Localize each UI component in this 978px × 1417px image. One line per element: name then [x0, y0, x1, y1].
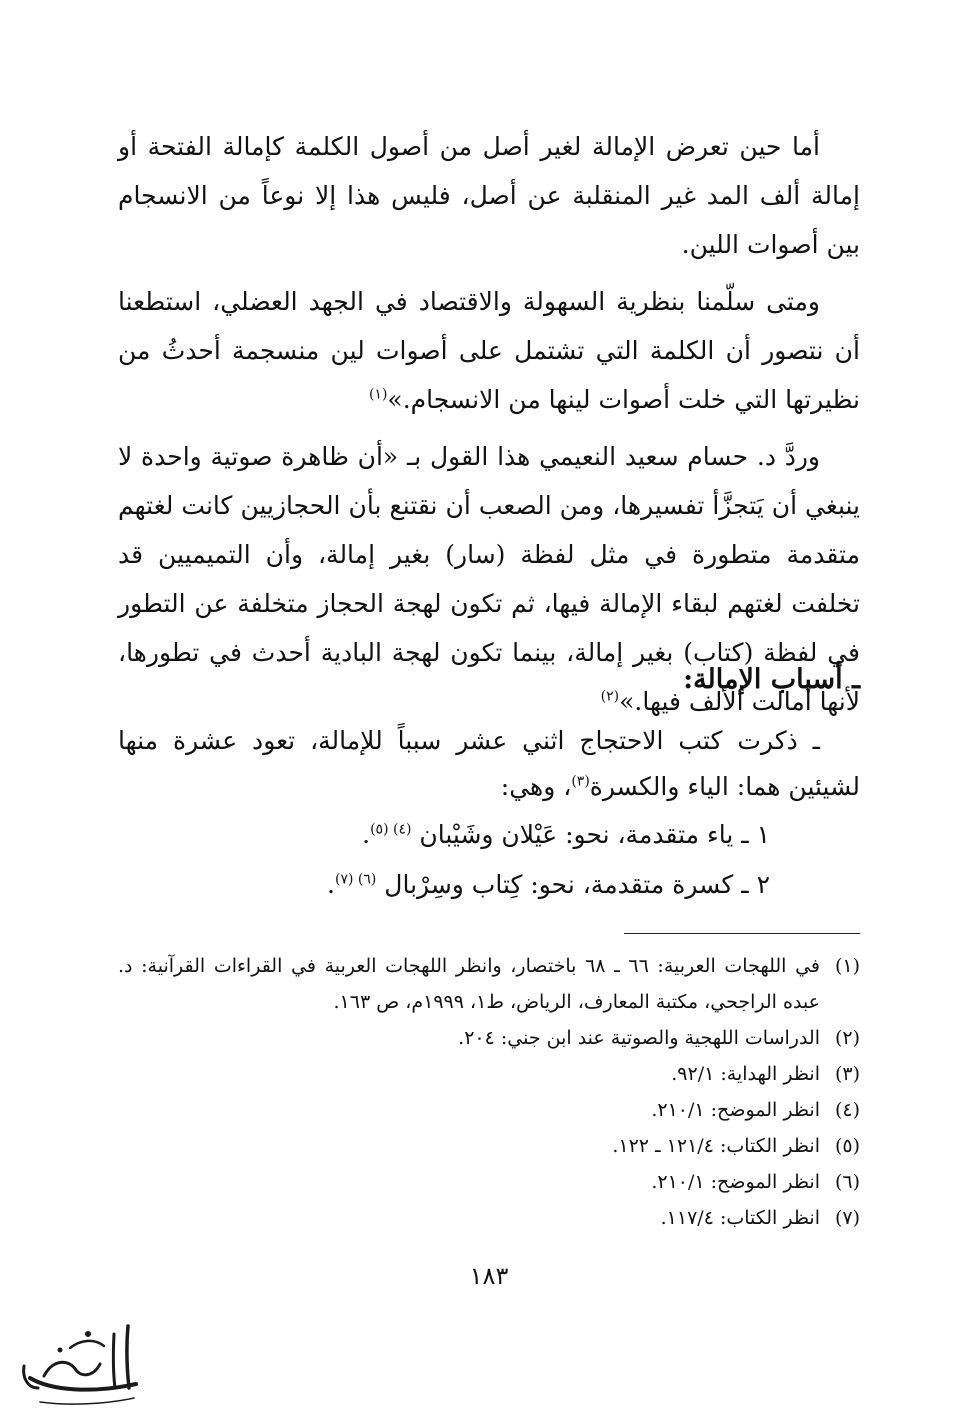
footnote-reference[interactable]: (٦) (٧) [334, 871, 377, 888]
footnote-text: انظر الموضح: ٢١٠/١. [651, 1171, 820, 1193]
paragraph: ومتى سلّمنا بنظرية السهولة والاقتصاد في الجهد العضلي، استطعنا أن نتصور أن الكلمة التي تشتمل على أصوات لين منسجمة أحدثُ من نظيرتها التي خلت أصوات لينها من الانسجام.»$^{(١)}$ [118, 287, 860, 414]
footnote-number: (٥) [834, 1135, 860, 1157]
footnote-number: (٢) [834, 1027, 860, 1049]
footnote-text: انظر الموضح: ٢١٠/١. [651, 1099, 820, 1121]
footnote [118, 1020, 860, 1056]
footnote-reference[interactable]: (٣) [571, 773, 590, 790]
footnote-number: (٧) [834, 1207, 860, 1229]
paragraph: أما حين تعرض الإمالة لغير أصل من أصول الكلمة كإمالة الفتحة أو إمالة ألف المد غير المنقلبة عن أصل، فليس هذا إلا نوعاً من الانسجام بين أصوات اللين. [118, 132, 860, 259]
paragraph: وردَّ د. حسام سعيد النعيمي هذا القول بـ «أن ظاهرة صوتية واحدة لا ينبغي أن يَتجزَّأ تفسيرها، ومن الصعب أن نقتنع بأن الحجازيين كانت لغتهم متقدمة متطورة في مثل لفظة (سار) بغير إمالة، وأن التميميين قد تخلفت لغتهم لبقاء الإمالة فيها، ثم تكون لهجة الحجاز متخلفة عن التطور في لفظة (كتاب) بغير إمالة، بينما تكون لهجة البادية أحدث في تطورها، لأنها أمالت الألف فيها.»$^{(٢)}$ [118, 442, 860, 716]
footnote-reference[interactable]: (٤) (٥) [370, 821, 412, 838]
footnote [118, 1200, 860, 1236]
footnote-text: الدراسات اللهجية والصوتية عند ابن جني: ٢٠٤. [458, 1027, 820, 1049]
footnote [118, 948, 860, 1020]
footnote [118, 1128, 860, 1164]
list-item: ٢ ـ كسرة متقدمة، نحو: كِتاب وسِرْبال $^{(٦) (٧)}$. [327, 870, 770, 899]
list-item: ١ ـ ياء متقدمة، نحو: عَيْلان وشَيْبان $^{(٤) (٥)}$. [362, 820, 770, 849]
footnote-number: (٣) [834, 1063, 860, 1085]
footnote-number: (١) [834, 955, 860, 977]
footnotes [118, 948, 860, 1236]
footnote-text: انظر الكتاب: ١١٧/٤. [660, 1207, 820, 1229]
section-heading: ـ أسباب الإمالة: [683, 664, 860, 695]
section-body [118, 718, 860, 910]
footnote-reference[interactable]: (١) [368, 386, 388, 403]
footnote-text: انظر الكتاب: ١٢١/٤ ـ ١٢٢. [612, 1135, 820, 1157]
footnote [118, 1092, 860, 1128]
calligraphy-watermark-logo [10, 1318, 150, 1413]
footnote-reference[interactable]: (٢) [600, 688, 620, 705]
footnote-divider [624, 933, 860, 934]
footnote-text: في اللهجات العربية: ٦٦ ـ ٦٨ باختصار، وانظر اللهجات العربية في القراءات القرآنية: د. عبده الراجحي، مكتبة المعارف، الرياض، ط١، ١٩٩٩م، ص ١٦٣. [118, 955, 821, 1013]
footnote [118, 1164, 860, 1200]
main-text [118, 122, 860, 734]
section-intro: ـ ذكرت كتب الاحتجاج اثني عشر سبباً للإمالة، تعود عشرة منها لشيئين هما: الياء والكسرة$^{(٣)}$، وهي: [118, 726, 860, 801]
page-number: ١٨٣ [469, 1262, 509, 1290]
footnote [118, 1056, 860, 1092]
footnote-text: انظر الهداية: ٩٢/١. [671, 1063, 820, 1085]
footnote-number: (٤) [834, 1099, 860, 1121]
footnote-number: (٦) [834, 1171, 860, 1193]
